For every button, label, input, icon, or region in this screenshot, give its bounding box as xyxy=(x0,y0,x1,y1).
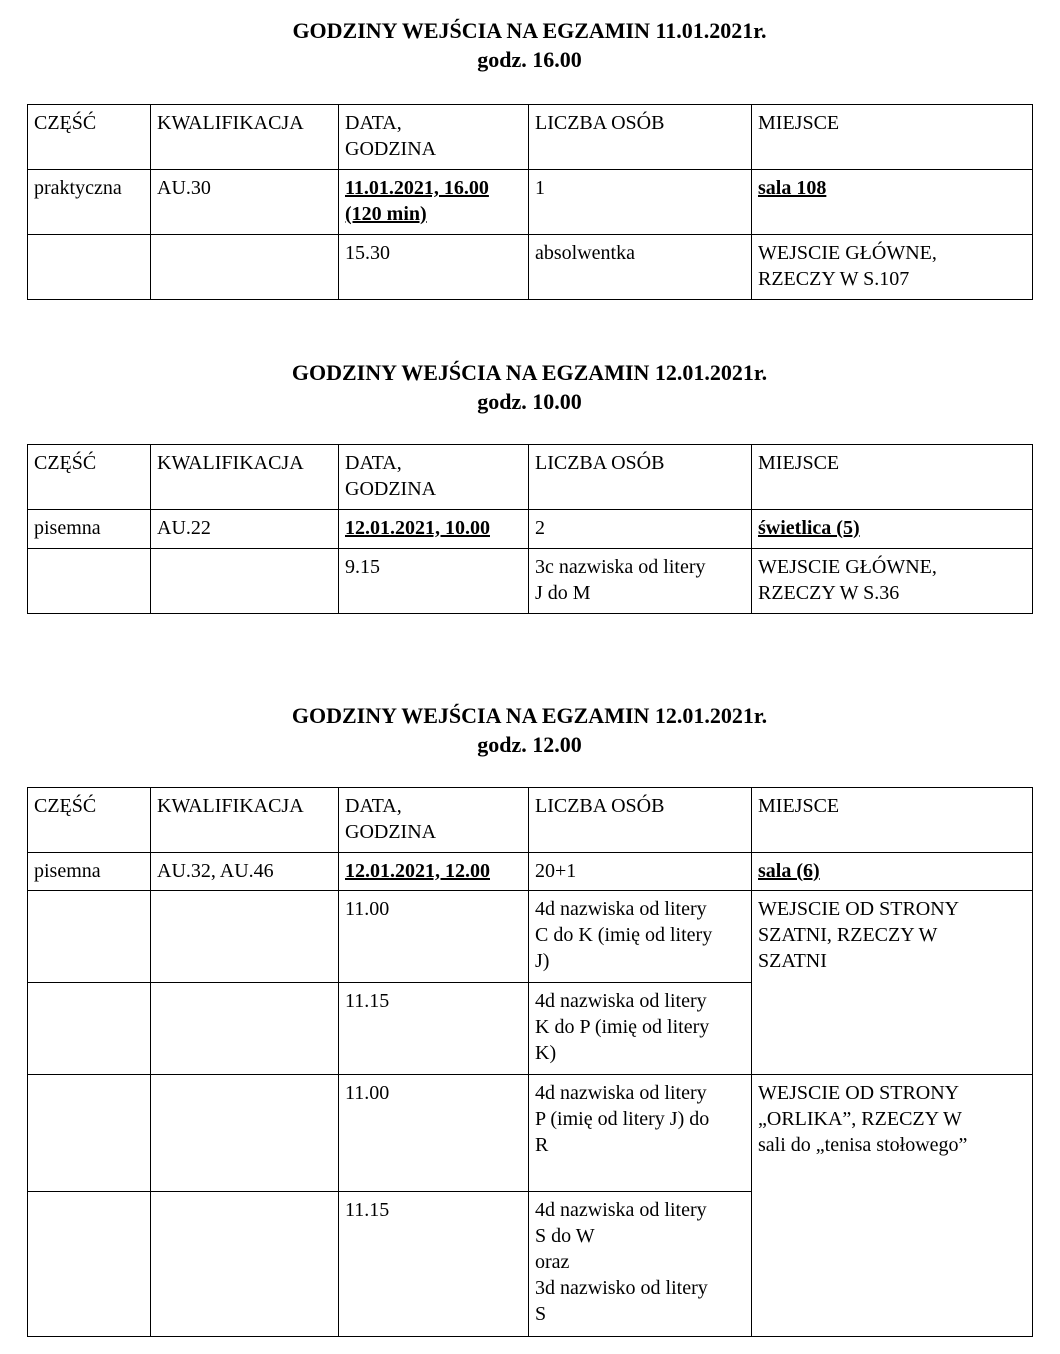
qualification-cell: AU.30 xyxy=(151,170,339,235)
header-count: LICZBA OSÓB xyxy=(529,788,752,853)
header-part: CZĘŚĆ xyxy=(28,445,151,510)
part-cell: pisemna xyxy=(28,853,151,891)
time-cell: 11.15 xyxy=(339,1192,529,1337)
header-datetime: DATA, GODZINA xyxy=(339,105,529,170)
empty-cell xyxy=(151,891,339,983)
header-place: MIEJSCE xyxy=(752,788,1033,853)
empty-cell xyxy=(28,891,151,983)
table-row xyxy=(28,891,1033,983)
entry-cell: WEJSCIE OD STRONY „ORLIKA”, RZECZY W sali do „tenisa stołowego” xyxy=(752,1075,1033,1337)
empty-cell xyxy=(151,1075,339,1192)
section-title: GODZINY WEJŚCIA NA EGZAMIN 12.01.2021r. xyxy=(291,360,768,385)
header-place: MIEJSCE xyxy=(752,105,1033,170)
header-part: CZĘŚĆ xyxy=(28,105,151,170)
time-cell: 11.15 xyxy=(339,983,529,1075)
exam-section-3 xyxy=(27,701,1032,1325)
empty-cell xyxy=(28,1192,151,1337)
exam-section-2 xyxy=(27,358,1032,604)
datetime-cell: 12.01.2021, 12.00 xyxy=(339,853,529,891)
table-row xyxy=(28,170,1033,235)
table-row xyxy=(28,853,1033,891)
empty-cell xyxy=(151,1192,339,1337)
header-qualification: KWALIFIKACJA xyxy=(151,445,339,510)
section-title: GODZINY WEJŚCIA NA EGZAMIN 11.01.2021r. xyxy=(292,18,767,43)
header-place: MIEJSCE xyxy=(752,445,1033,510)
count-cell: 1 xyxy=(529,170,752,235)
entry-cell: WEJSCIE GŁÓWNE, RZECZY W S.36 xyxy=(752,549,1033,614)
exam-table xyxy=(27,787,1033,1337)
empty-cell xyxy=(151,549,339,614)
table-header-row xyxy=(28,445,1033,510)
group-cell: 4d nazwiska od litery P (imię od litery J) do R xyxy=(529,1075,752,1192)
time-cell: 11.00 xyxy=(339,1075,529,1192)
part-cell: praktyczna xyxy=(28,170,151,235)
entry-cell: WEJSCIE GŁÓWNE, RZECZY W S.107 xyxy=(752,235,1033,300)
qualification-cell: AU.22 xyxy=(151,510,339,549)
empty-cell xyxy=(28,1075,151,1192)
section-subtitle: godz. 12.00 xyxy=(477,732,582,757)
table-row xyxy=(28,549,1033,614)
header-qualification: KWALIFIKACJA xyxy=(151,105,339,170)
group-cell: 4d nazwiska od litery K do P (imię od litery K) xyxy=(529,983,752,1075)
empty-cell xyxy=(151,983,339,1075)
section-subtitle: godz. 10.00 xyxy=(477,389,582,414)
group-cell: 4d nazwiska od litery C do K (imię od litery J) xyxy=(529,891,752,983)
empty-cell xyxy=(151,235,339,300)
datetime-cell: 11.01.2021, 16.00 (120 min) xyxy=(339,170,529,235)
header-datetime: DATA, GODZINA xyxy=(339,445,529,510)
section-subtitle: godz. 16.00 xyxy=(477,47,582,72)
part-cell: pisemna xyxy=(28,510,151,549)
table-header-row xyxy=(28,788,1033,853)
table-row xyxy=(28,1075,1033,1192)
empty-cell xyxy=(28,549,151,614)
group-cell: absolwentka xyxy=(529,235,752,300)
header-count: LICZBA OSÓB xyxy=(529,105,752,170)
qualification-cell: AU.32, AU.46 xyxy=(151,853,339,891)
group-cell: 3c nazwiska od litery J do M xyxy=(529,549,752,614)
header-qualification: KWALIFIKACJA xyxy=(151,788,339,853)
time-cell: 15.30 xyxy=(339,235,529,300)
exam-table xyxy=(27,444,1033,614)
header-part: CZĘŚĆ xyxy=(28,788,151,853)
table-row xyxy=(28,235,1033,300)
count-cell: 20+1 xyxy=(529,853,752,891)
place-cell: sala (6) xyxy=(752,853,1033,891)
group-cell: 4d nazwiska od litery S do W oraz 3d nazwisko od litery S xyxy=(529,1192,752,1337)
exam-table xyxy=(27,104,1033,300)
table-row xyxy=(28,510,1033,549)
exam-section-1 xyxy=(27,16,1032,290)
count-cell: 2 xyxy=(529,510,752,549)
place-cell: świetlica (5) xyxy=(752,510,1033,549)
header-datetime: DATA, GODZINA xyxy=(339,788,529,853)
empty-cell xyxy=(28,235,151,300)
section-title: GODZINY WEJŚCIA NA EGZAMIN 12.01.2021r. xyxy=(291,703,768,728)
place-cell: sala 108 xyxy=(752,170,1033,235)
table-header-row xyxy=(28,105,1033,170)
empty-cell xyxy=(28,983,151,1075)
entry-cell: WEJSCIE OD STRONY SZATNI, RZECZY W SZATNI xyxy=(752,891,1033,1075)
datetime-cell: 12.01.2021, 10.00 xyxy=(339,510,529,549)
time-cell: 9.15 xyxy=(339,549,529,614)
time-cell: 11.00 xyxy=(339,891,529,983)
header-count: LICZBA OSÓB xyxy=(529,445,752,510)
